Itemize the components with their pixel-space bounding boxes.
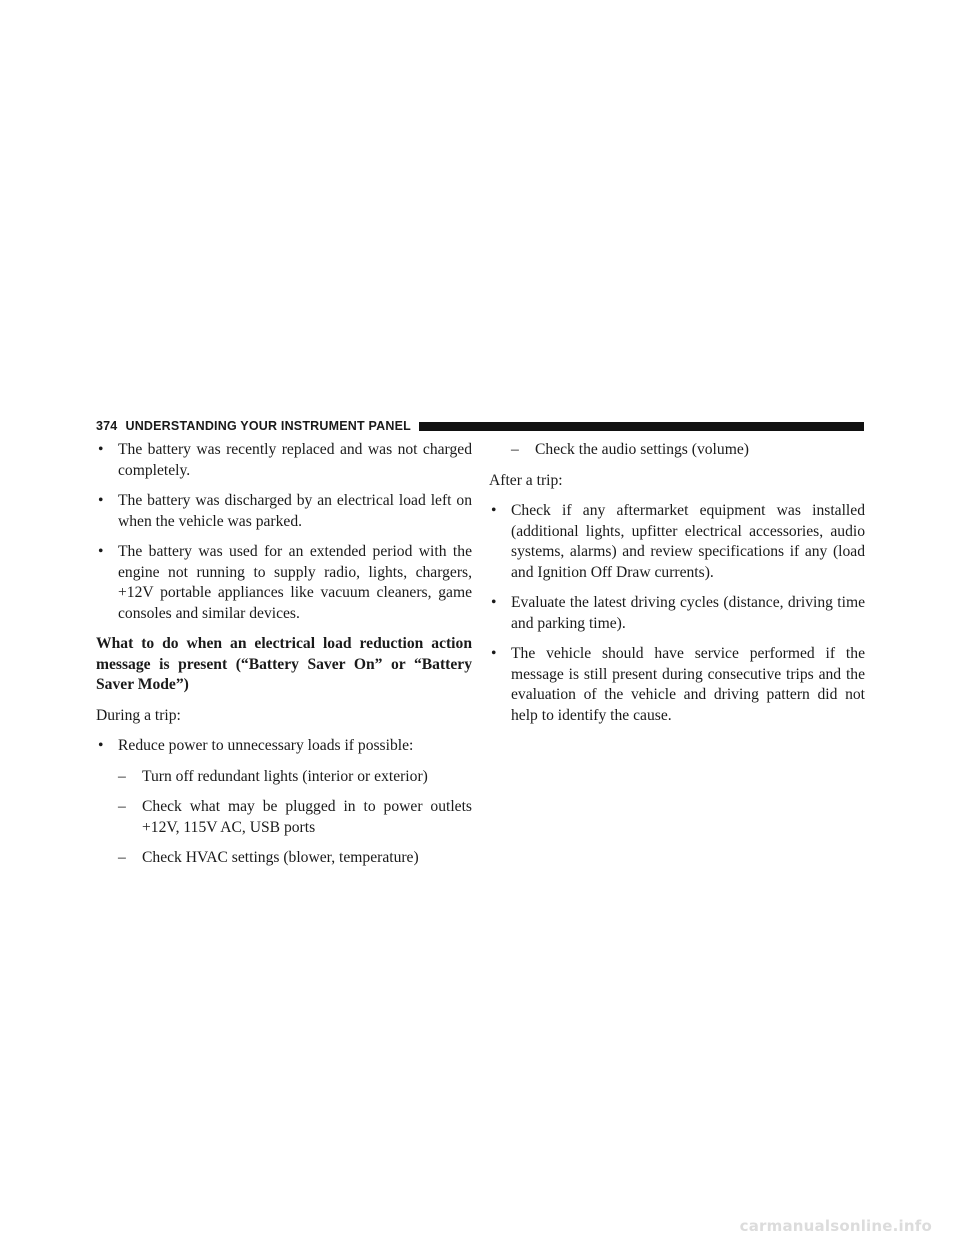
paragraph-after-trip: After a trip: bbox=[489, 471, 563, 489]
left-column bbox=[96, 440, 472, 879]
bullet-icon: • bbox=[98, 543, 104, 560]
sub-list-item-text: Check the audio settings (volume) bbox=[535, 441, 749, 458]
dash-icon: – bbox=[118, 767, 126, 785]
sub-list-item bbox=[96, 767, 472, 788]
dash-icon: – bbox=[118, 798, 126, 815]
page-number: 374 bbox=[96, 419, 118, 433]
section-title: UNDERSTANDING YOUR INSTRUMENT PANEL bbox=[125, 419, 411, 433]
list-item bbox=[96, 542, 472, 624]
list-item-text: Check if any aftermarket equipment was installed (additional lights, upfitter electrical accessories, audio systems, alarms) and review specifications if any (load and Ignition Off Draw currents). bbox=[511, 502, 865, 581]
sub-list-item-text: Turn off redundant lights (interior or exterior) bbox=[142, 767, 428, 785]
dash-icon: – bbox=[118, 849, 126, 866]
bullet-icon: • bbox=[98, 737, 104, 754]
list-item-text: The battery was recently replaced and was not charged completely. bbox=[118, 441, 472, 479]
list-item bbox=[489, 593, 865, 634]
list-item-text: The battery was used for an extended period with the engine not running to supply radio, lights, chargers, +12V portable appliances like vacuum cleaners, game consoles and similar devices. bbox=[118, 543, 472, 622]
bullet-icon: • bbox=[491, 594, 497, 611]
bullet-icon: • bbox=[98, 492, 104, 509]
list-item bbox=[489, 501, 865, 583]
sub-list-item bbox=[489, 440, 865, 461]
list-item-text: The vehicle should have service performed if the message is still present during consecutive trips and the evaluation of the vehicle and driving pattern did not help to identify the cause. bbox=[511, 645, 865, 724]
bullet-icon: • bbox=[98, 441, 104, 458]
paragraph-during-trip: During a trip: bbox=[96, 706, 181, 724]
dash-icon: – bbox=[511, 441, 519, 458]
list-item bbox=[96, 491, 472, 532]
sub-list-item bbox=[96, 797, 472, 838]
sub-list-item-text: Check what may be plugged in to power outlets +12V, 115V AC, USB ports bbox=[142, 798, 472, 836]
bullet-icon: • bbox=[491, 645, 497, 662]
right-column bbox=[489, 440, 865, 736]
watermark: carmanualsonline.info bbox=[739, 1217, 932, 1235]
bullet-icon: • bbox=[491, 502, 497, 519]
list-item bbox=[96, 736, 472, 757]
page-header bbox=[96, 418, 864, 434]
section-heading: What to do when an electrical load reduction action message is present (“Battery Saver On” or “Battery Saver Mode”) bbox=[96, 635, 472, 693]
header-rule bbox=[419, 422, 864, 431]
sub-list-item-text: Check HVAC settings (blower, temperature) bbox=[142, 849, 419, 866]
list-item-text: The battery was discharged by an electrical load left on when the vehicle was parked. bbox=[118, 492, 472, 530]
list-item-text: Reduce power to unnecessary loads if possible: bbox=[118, 737, 414, 754]
list-item bbox=[96, 440, 472, 481]
list-item-text: Evaluate the latest driving cycles (distance, driving time and parking time). bbox=[511, 594, 865, 632]
sub-list-item bbox=[96, 848, 472, 869]
list-item bbox=[489, 644, 865, 726]
